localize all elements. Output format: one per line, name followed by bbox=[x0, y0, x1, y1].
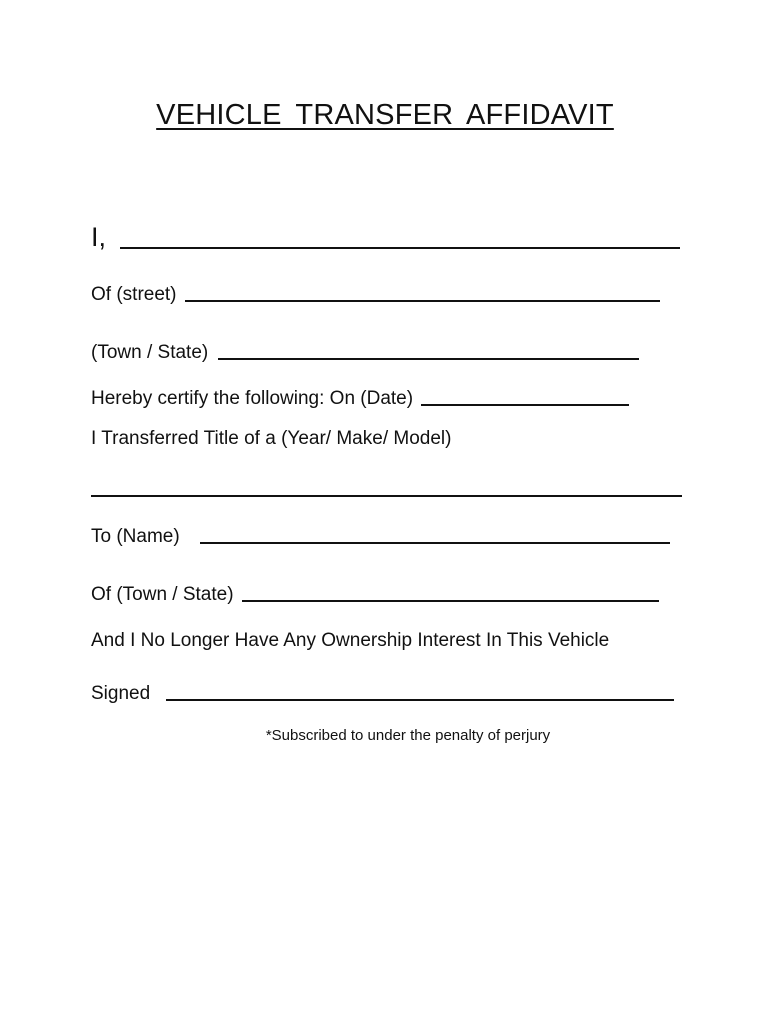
town-state-row bbox=[91, 342, 639, 364]
to-name-blank-line[interactable] bbox=[200, 541, 670, 544]
document-title: VEHICLE TRANSFER AFFIDAVIT bbox=[156, 99, 614, 131]
name-blank-line[interactable] bbox=[120, 246, 680, 249]
date-blank-line[interactable] bbox=[421, 403, 629, 406]
signed-row bbox=[91, 683, 674, 705]
name-row bbox=[91, 222, 680, 253]
ownership-statement: And I No Longer Have Any Ownership Interest In This Vehicle bbox=[91, 630, 610, 651]
signed-label: Signed bbox=[91, 683, 151, 704]
to-name-label: To (Name) bbox=[91, 526, 180, 547]
signature-blank-line[interactable] bbox=[166, 698, 674, 701]
name-label: I, bbox=[91, 222, 107, 252]
certify-label: Hereby certify the following: On (Date) bbox=[91, 388, 414, 409]
transferred-label: I Transferred Title of a (Year/ Make/ Model) bbox=[91, 428, 452, 449]
of-town-state-label: Of (Town / State) bbox=[91, 584, 234, 605]
of-town-state-row bbox=[91, 584, 659, 606]
ownership-row bbox=[91, 630, 609, 652]
of-town-state-blank-line[interactable] bbox=[242, 599, 659, 602]
town-state-blank-line[interactable] bbox=[218, 357, 639, 360]
street-row bbox=[91, 284, 660, 306]
transferred-row bbox=[91, 428, 451, 450]
perjury-footnote: *Subscribed to under the penalty of perjury bbox=[265, 727, 551, 744]
to-name-row bbox=[91, 526, 670, 548]
street-blank-line[interactable] bbox=[185, 299, 660, 302]
street-label: Of (street) bbox=[91, 284, 177, 305]
vehicle-blank-line[interactable] bbox=[91, 495, 682, 497]
date-row bbox=[91, 388, 629, 410]
town-state-label: (Town / State) bbox=[91, 342, 209, 363]
